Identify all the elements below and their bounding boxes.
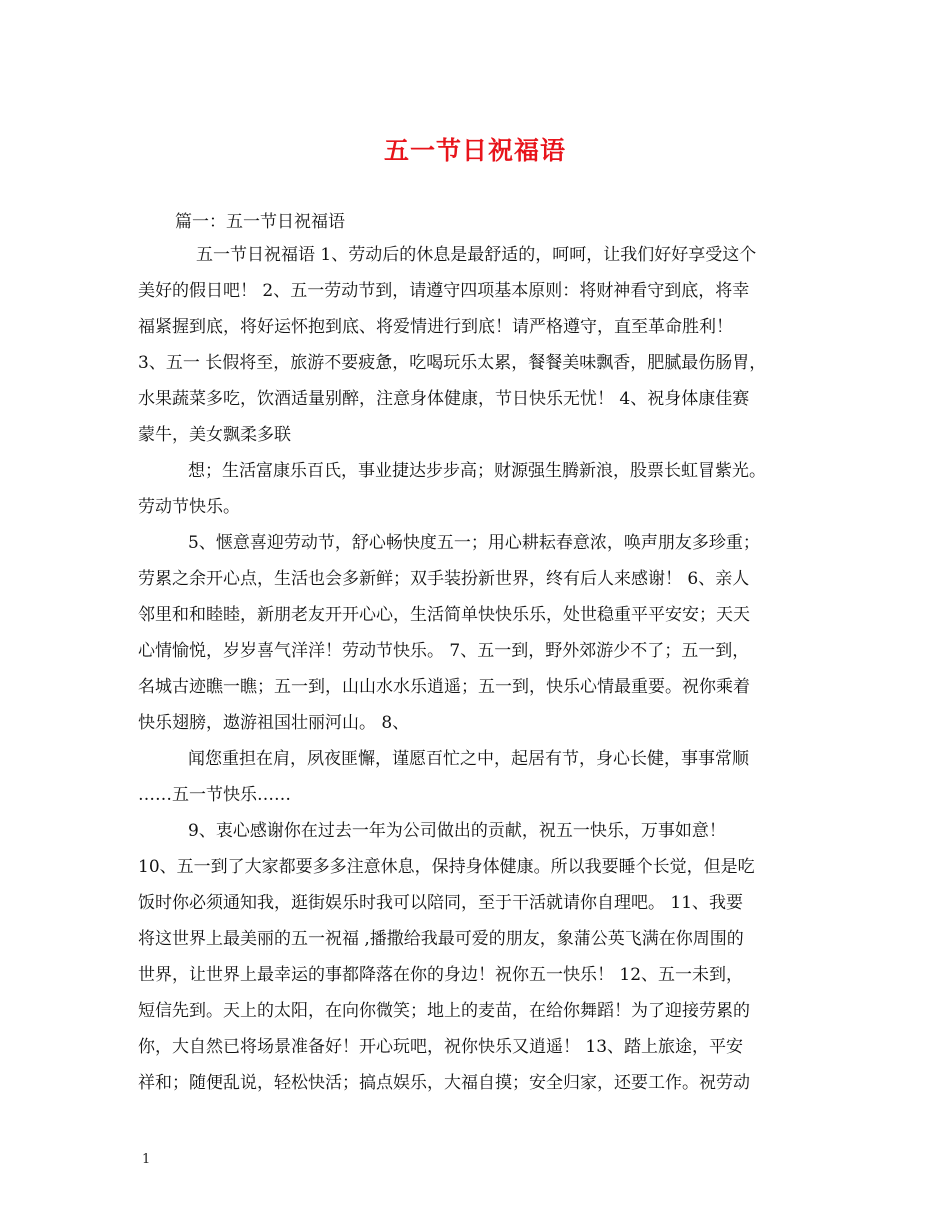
paragraph-line: 五一节日祝福语 1、劳动后的休息是最舒适的，呵呵，让我们好好享受这个 [196, 245, 757, 265]
paragraph-line: 10、五一到了大家都要多多注意休息，保持身体健康。所以我要睡个长觉，但是吃 [138, 857, 755, 877]
paragraph-line: 短信先到。天上的太阳，在向你微笑；地上的麦苗，在给你舞蹈！为了迎接劳累的 [138, 1001, 750, 1021]
paragraph-line: 3、五一 长假将至，旅游不要疲惫，吃喝玩乐太累，餐餐美味飘香，肥腻最伤肠胃， [138, 353, 767, 373]
paragraph-line: 劳累之余开心点，生活也会多新鲜；双手装扮新世界，终有后人来感谢！ 6、亲人 [138, 569, 750, 589]
paragraph-line: 饭时你必须通知我，逛街娱乐时我可以陪同，至于干活就请你自理吧。 11、我要 [138, 893, 744, 913]
paragraph-line: 祥和；随便乱说，轻松快活；搞点娱乐，大福自摸；安全归家，还要工作。祝劳动 [138, 1073, 750, 1093]
paragraph-line: 美好的假日吧！ 2、五一劳动节到，请遵守四项基本原则：将财神看守到底，将幸 [138, 281, 750, 301]
section-heading: 篇一：五一节日祝福语 [175, 212, 345, 232]
paragraph-line: 蒙牛，美女飘柔多联 [138, 425, 291, 445]
paragraph-line: 想；生活富康乐百氏，事业捷达步步高；财源强生腾新浪，股票长虹冒紫光。 [188, 461, 766, 481]
paragraph-line: 闻您重担在肩，夙夜匪懈，谨愿百忙之中，起居有节，身心长健，事事常顺 [188, 749, 749, 769]
paragraph-line: 劳动节快乐。 [138, 497, 240, 517]
paragraph-line: 福紧握到底，将好运怀抱到底、将爱情进行到底！请严格遵守，直至革命胜利！ [138, 317, 733, 337]
paragraph-line: 将这世界上最美丽的五一祝福 ,播撒给我最可爱的朋友，象蒲公英飞满在你周围的 [138, 929, 744, 949]
page-number: 1 [142, 1152, 151, 1167]
paragraph-line: 世界，让世界上最幸运的事都降落在你的身边！祝你五一快乐！ 12、五一未到， [138, 965, 744, 985]
document-title: 五一节日祝福语 [383, 136, 566, 165]
paragraph-line: 名城古迹瞧一瞧；五一到，山山水水乐逍遥；五一到，快乐心情最重要。祝你乘着 [138, 677, 750, 697]
paragraph-line: 水果蔬菜多吃，饮酒适量别醉，注意身体健康，节日快乐无忧！ 4、祝身体康佳赛 [138, 389, 750, 409]
paragraph-line: 邻里和和睦睦，新朋老友开开心心，生活简单快快乐乐，处世稳重平平安安；天天 [138, 605, 750, 625]
paragraph-line: 5、惬意喜迎劳动节，舒心畅快度五一；用心耕耘春意浓，唤声朋友多珍重； [188, 533, 760, 553]
paragraph-line: 快乐翅膀，遨游祖国壮丽河山。 8、 [138, 713, 410, 733]
paragraph-line: 9、衷心感谢你在过去一年为公司做出的贡献，祝五一快乐，万事如意！ [188, 821, 726, 841]
paragraph-line: ……五一节快乐…… [138, 785, 291, 805]
paragraph-line: 你，大自然已将场景准备好！开心玩吧，祝你快乐又逍遥！ 13、踏上旅途，平安 [138, 1037, 744, 1057]
paragraph-line: 心情愉悦，岁岁喜气洋洋！劳动节快乐。 7、五一到，野外郊游少不了；五一到， [138, 641, 750, 661]
